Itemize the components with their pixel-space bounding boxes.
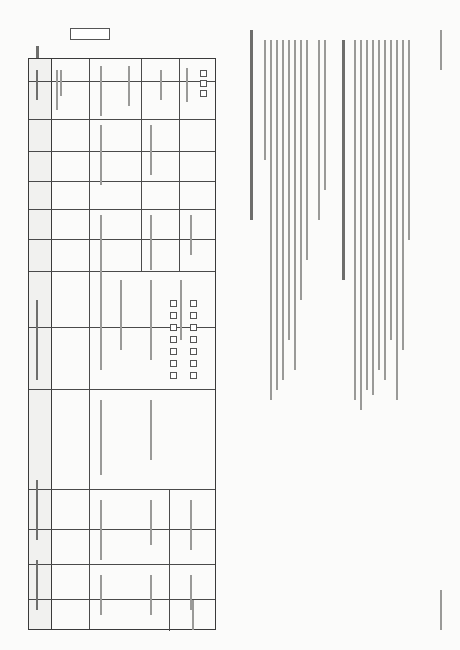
checkbox [170, 336, 177, 343]
checkbox [190, 300, 197, 307]
checkbox [200, 80, 207, 87]
checkbox [170, 348, 177, 355]
checkbox [170, 324, 177, 331]
checkbox [190, 372, 197, 379]
checkbox [170, 372, 177, 379]
checkbox [190, 348, 197, 355]
checkbox [170, 300, 177, 307]
checkbox [190, 312, 197, 319]
checkbox [190, 336, 197, 343]
checkbox [200, 70, 207, 77]
corner-note-top [440, 30, 442, 70]
form-grid [28, 58, 216, 630]
checkbox [170, 360, 177, 367]
checkbox [190, 360, 197, 367]
checkbox [190, 324, 197, 331]
corner-note-bottom [440, 590, 442, 630]
instruction-text-block [250, 30, 420, 550]
footer-note-line [192, 600, 194, 630]
header-tag [70, 28, 110, 40]
form-section-label-column [29, 59, 52, 629]
checkbox [170, 312, 177, 319]
checkbox [200, 90, 207, 97]
